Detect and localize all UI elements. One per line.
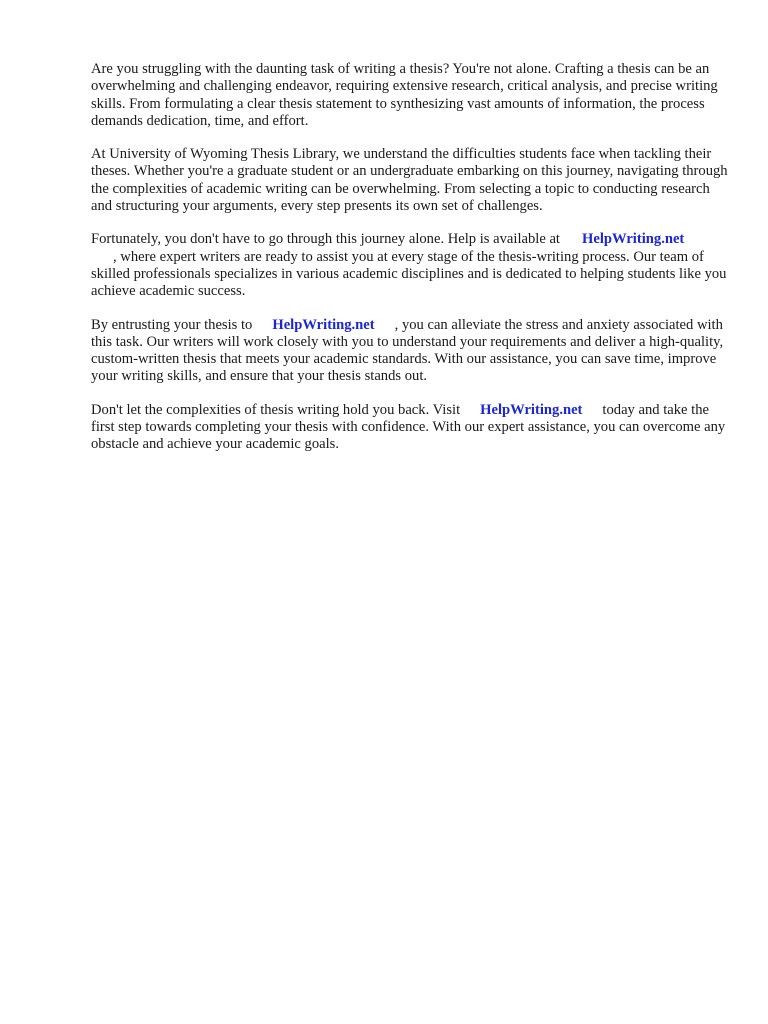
document-page: [91, 61, 731, 470]
paragraph-intro: Are you struggling with the daunting task of writing a thesis? You're not alone. Crafting a thesis can be an overwhelming and challenging endeavor, requiring extensive research, critical analysis, and precise writing skills. From formulating a clear thesis statement to synthesizing vast amounts of information, the process demands dedication, time, and effort.: [91, 61, 718, 129]
paragraph-text: Fortunately, you don't have to go through this journey alone. Help is available at: [91, 231, 560, 248]
paragraph-university: At University of Wyoming Thesis Library, we understand the difficulties students face when tackling their theses. Whether you're a graduate student or an undergraduate embarking on this journey, navigating through the complexities of academic writing can be overwhelming. From selecting a topic to conducting research and structuring your arguments, every step presents its own set of challenges.: [91, 146, 728, 215]
paragraph-text: , you can alleviate the stress and anxiety associated with this task. Our writers will work closely with you to understand your requirements and deliver a high-quality, custom-written thesis that meets your academic standards. With our assistance, you can save time, improve your writing skills, and ensure that your thesis stands out.: [91, 316, 724, 385]
paragraph-text: Don't let the complexities of thesis writing hold you back. Visit: [91, 401, 461, 418]
paragraph-entrusting: [91, 317, 731, 386]
helpwriting-link[interactable]: HelpWriting.net: [480, 401, 583, 418]
helpwriting-link[interactable]: HelpWriting.net: [272, 316, 375, 333]
paragraph-call-to-action: [91, 402, 731, 454]
paragraph-text: today and take the first step towards completing your thesis with confidence. With our expert assistance, you can overcome any obstacle and achieve your academic goals.: [91, 401, 726, 453]
paragraph-text: , where expert writers are ready to assist you at every stage of the thesis-writing process. Our team of skilled professionals specializes in various academic disciplines and is dedicated to helping students like you achieve academic success.: [91, 248, 727, 300]
paragraph-help-available: [91, 231, 731, 300]
paragraph-text: By entrusting your thesis to: [91, 316, 253, 333]
helpwriting-link[interactable]: HelpWriting.net: [582, 231, 685, 248]
